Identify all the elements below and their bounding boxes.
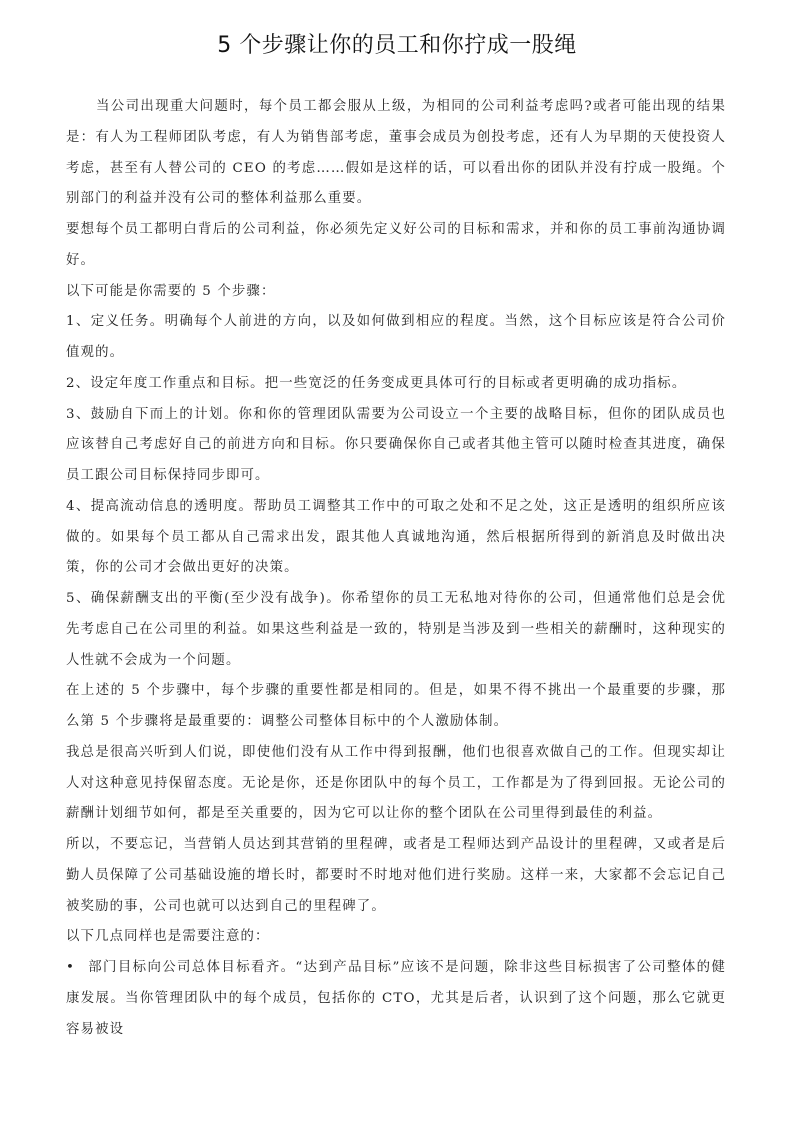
bullet-item [66,953,726,1045]
document-title: 5 个步骤让你的员工和你拧成一股绳 [217,33,577,58]
paragraph-step-1: 1、定义任务。明确每个人前进的方向，以及如何做到相应的程度。当然，这个目标应该是符合公司价值观的。 [66,314,726,360]
document-body [66,92,726,1045]
paragraph-step-4: 4、提高流动信息的透明度。帮助员工调整其工作中的可取之处和不足之处，这正是透明的组织所应该做的。如果每个员工都从自己需求出发，跟其他人真诚地沟通，然后根据所得到的新消息及时做出决策，你的公司才会做出更好的决策。 [66,498,726,576]
paragraph-steps-intro: 以下可能是你需要的 5 个步骤： [66,283,276,299]
paragraph-compensation: 我总是很高兴听到人们说，即使他们没有从工作中得到报酬，他们也很喜欢做自己的工作。但现实却让人对这种意见持保留态度。无论是你，还是你团队中的每个员工，工作都是为了得到回报。无论公司的薪酬计划细节如何，都是至关重要的，因为它可以让你的整个团队在公司里得到最佳的利益。 [66,744,726,822]
paragraph-step-2: 2、设定年度工作重点和目标。把一些宽泛的任务变成更具体可行的目标或者更明确的成功指标。 [66,375,687,391]
paragraph-notes-intro: 以下几点同样也是需要注意的： [66,929,270,945]
paragraph-step-3: 3、鼓励自下而上的计划。你和你的管理团队需要为公司设立一个主要的战略目标，但你的团队成员也应该替自己考虑好自己的前进方向和目标。你只要确保你自己或者其他主管可以随时检查其进度，确保员工跟公司目标保持同步即可。 [66,406,726,483]
bullet-text: 部门目标向公司总体目标看齐。“达到产品目标”应该不是问题，除非这些目标损害了公司整体的健康发展。当你管理团队中的每个成员，包括你的 CTO，尤其是后者，认识到了这个问题，那么它就更容易被设 [66,960,726,1037]
paragraph-intro: 当公司出现重大问题时，每个员工都会服从上级，为相同的公司利益考虑吗?或者可能出现的结果是：有人为工程师团队考虑，有人为销售部考虑，董事会成员为创投考虑，还有人为早期的天使投资人考虑，甚至有人替公司的 CEO 的考虑……假如是这样的话，可以看出你的团队并没有拧成一股绳。个别部门的利益并没有公司的整体利益那么重要。 [66,99,726,207]
paragraph-milestones: 所以，不要忘记，当营销人员达到其营销的里程碑，或者是工程师达到产品设计的里程碑，又或者是后勤人员保障了公司基础设施的增长时，都要时不时地对他们进行奖励。这样一来，大家都不会忘记自己被奖励的事，公司也就可以达到自己的里程碑了。 [66,837,726,914]
paragraph-define-goals: 要想每个员工都明白背后的公司利益，你必须先定义好公司的目标和需求，并和你的员工事前沟通协调好。 [66,222,726,268]
bullet-icon: • [66,960,76,975]
paragraph-most-important: 在上述的 5 个步骤中，每个步骤的重要性都是相同的。但是，如果不得不挑出一个最重要的步骤，那么第 5 个步骤将是最重要的：调整公司整体目标中的个人激励体制。 [66,683,726,729]
paragraph-step-5: 5、确保薪酬支出的平衡(至少没有战争)。你希望你的员工无私地对待你的公司，但通常他们总是会优先考虑自己在公司里的利益。如果这些利益是一致的，特别是当涉及到一些相关的薪酬时，这种现实的人性就不会成为一个问题。 [66,591,726,668]
